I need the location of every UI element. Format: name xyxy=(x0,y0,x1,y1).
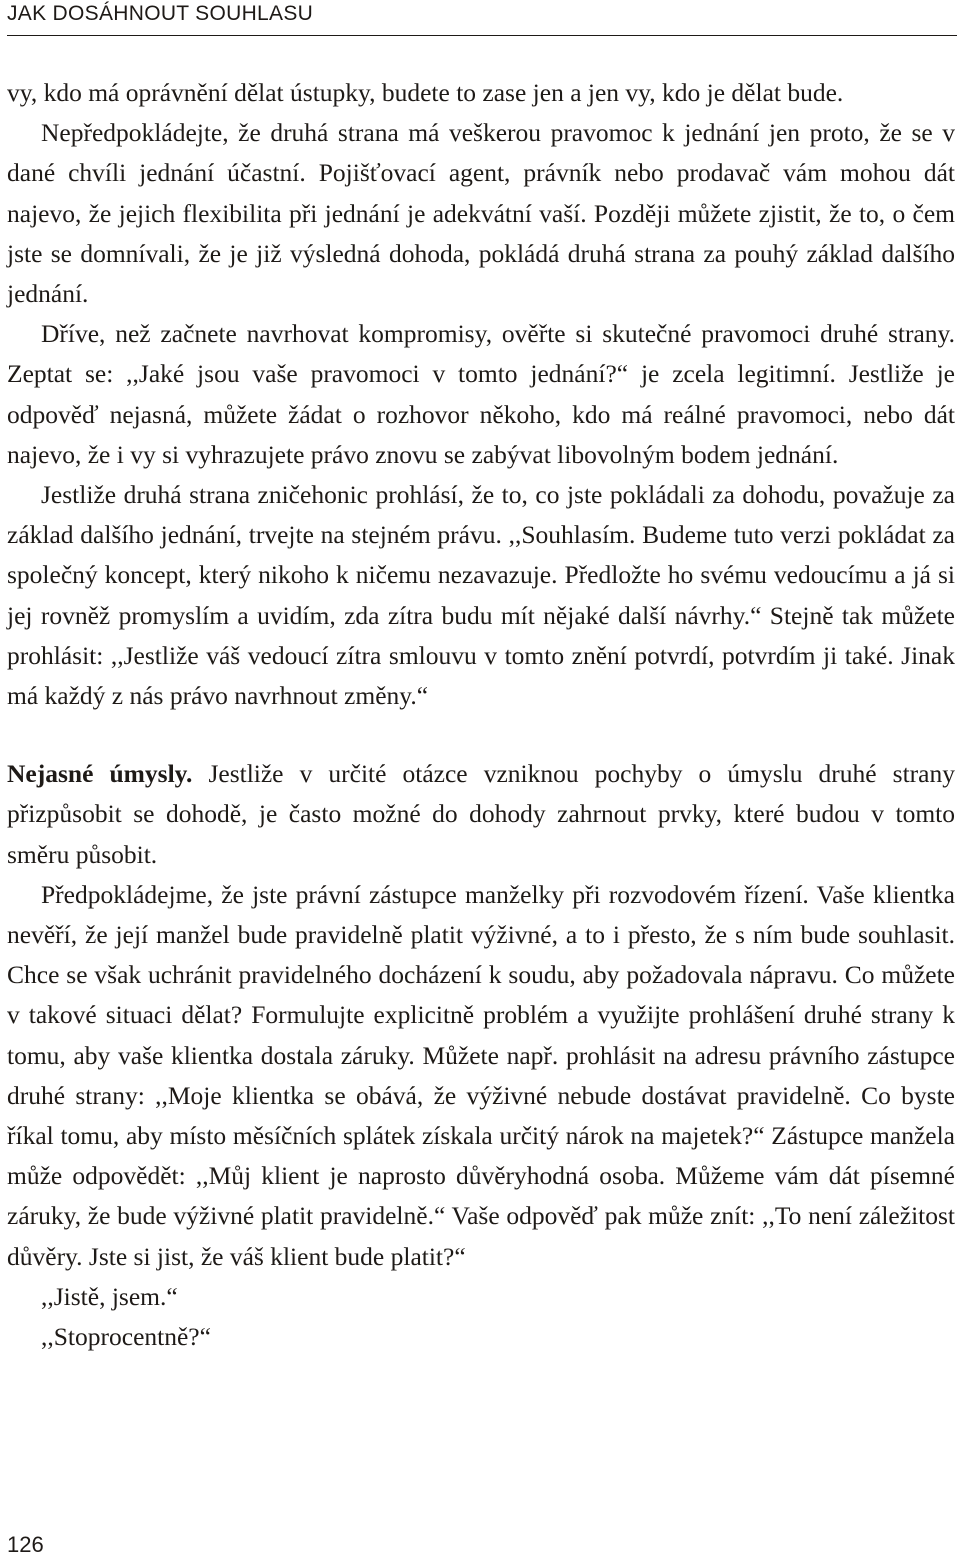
section-lead: Nejasné úmysly. xyxy=(7,759,193,789)
running-header: JAK DOSÁHNOUT SOUHLASU xyxy=(7,2,314,25)
section-paragraph xyxy=(7,754,955,875)
page-number: 126 xyxy=(7,1532,44,1557)
paragraph: Nepředpokládejte, že druhá strana má veškerou pravomoc k jednání jen proto, že se v dané chvíli jednání účastní. Pojišťovací agent, právník nebo prodavač vám mohou dát najevo, že jejich flexibilita při jednání je adekvátní vaší. Později můžete zjistit, že to, o čem jste se domnívali, že je již výsledná dohoda, pokládá druhá strana za pouhý základ dalšího jednání. xyxy=(7,118,955,309)
dialogue-line: ,,Stoprocentně?“ xyxy=(41,1322,211,1352)
section-text: Jestliže v určité otázce vzniknou pochyby o úmyslu druhé strany přizpůsobit se dohodě, je často možné do dohody zahrnout prvky, které budou v tomto směru působit. xyxy=(7,759,955,869)
paragraph: Předpokládejme, že jste právní zástupce manželky při rozvodovém řízení. Vaše klientka nevěří, že její manžel bude pravidelně platit výživné, a to i přesto, že s ním bude souhlasit. Chce se však uchránit pravidelného docházení k soudu, aby požadovala nápravu. Co můžete v takové situaci dělat? Formulujte explicitně problém a využijte prohlášení druhé strany k tomu, aby vaše klientka dostala záruky. Můžete např. prohlásit na adresu právního zástupce druhé strany: ,,Moje klientka se obává, že výživné nebude dostávat pravidelně. Co byste říkal tomu, aby místo měsíčních splátek získala určitý nárok na majetek?“ Zástupce manžela může odpovědět: ,,Můj klient je naprosto důvěryhodná osoba. Můžeme vám dát písemné záruky, že bude výživné platit pravidelně.“ Vaše odpověď pak může znít: ,,To není záležitost důvěry. Jste si jist, že váš klient bude platit?“ xyxy=(7,879,955,1271)
dialogue-line: ,,Jistě, jsem.“ xyxy=(41,1281,178,1311)
paragraph: Jestliže druhá strana zničehonic prohlásí, že to, co jste pokládali za dohodu, považuje za základ dalšího jednání, trvejte na stejném právu. ,,Souhlasím. Budeme tuto verzi pokládat za společný koncept, který nikoho k ničemu nezavazuje. Předložte ho svému vedoucímu a já si jej rovněž promyslím a uvidím, zda zítra budu mít nějaké další návrhy.“ Stejně tak můžete prohlásit: ,,Jestliže váš vedoucí zítra smlouvu v tomto znění potvrdí, potvrdím ji také. Jinak má každý z nás právo navrhnout změny.“ xyxy=(7,480,955,711)
body-text xyxy=(7,73,955,1357)
paragraph: vy, kdo má oprávnění dělat ústupky, budete to zase jen a jen vy, kdo je dělat bude. xyxy=(7,78,844,107)
paragraph: Dříve, než začnete navrhovat kompromisy, ověřte si skutečné pravomoci druhé strany. Zeptat se: ,,Jaké jsou vaše pravomoci v tomto jednání?“ je zcela legitimní. Jestliže je odpověď nejasná, můžete žádat o rozhovor někoho, kdo má reálné pravomoci, nebo dát najevo, že i vy si vyhrazujete právo znovu se zabývat libovolným bodem jednání. xyxy=(7,319,955,469)
header-divider xyxy=(7,35,957,36)
